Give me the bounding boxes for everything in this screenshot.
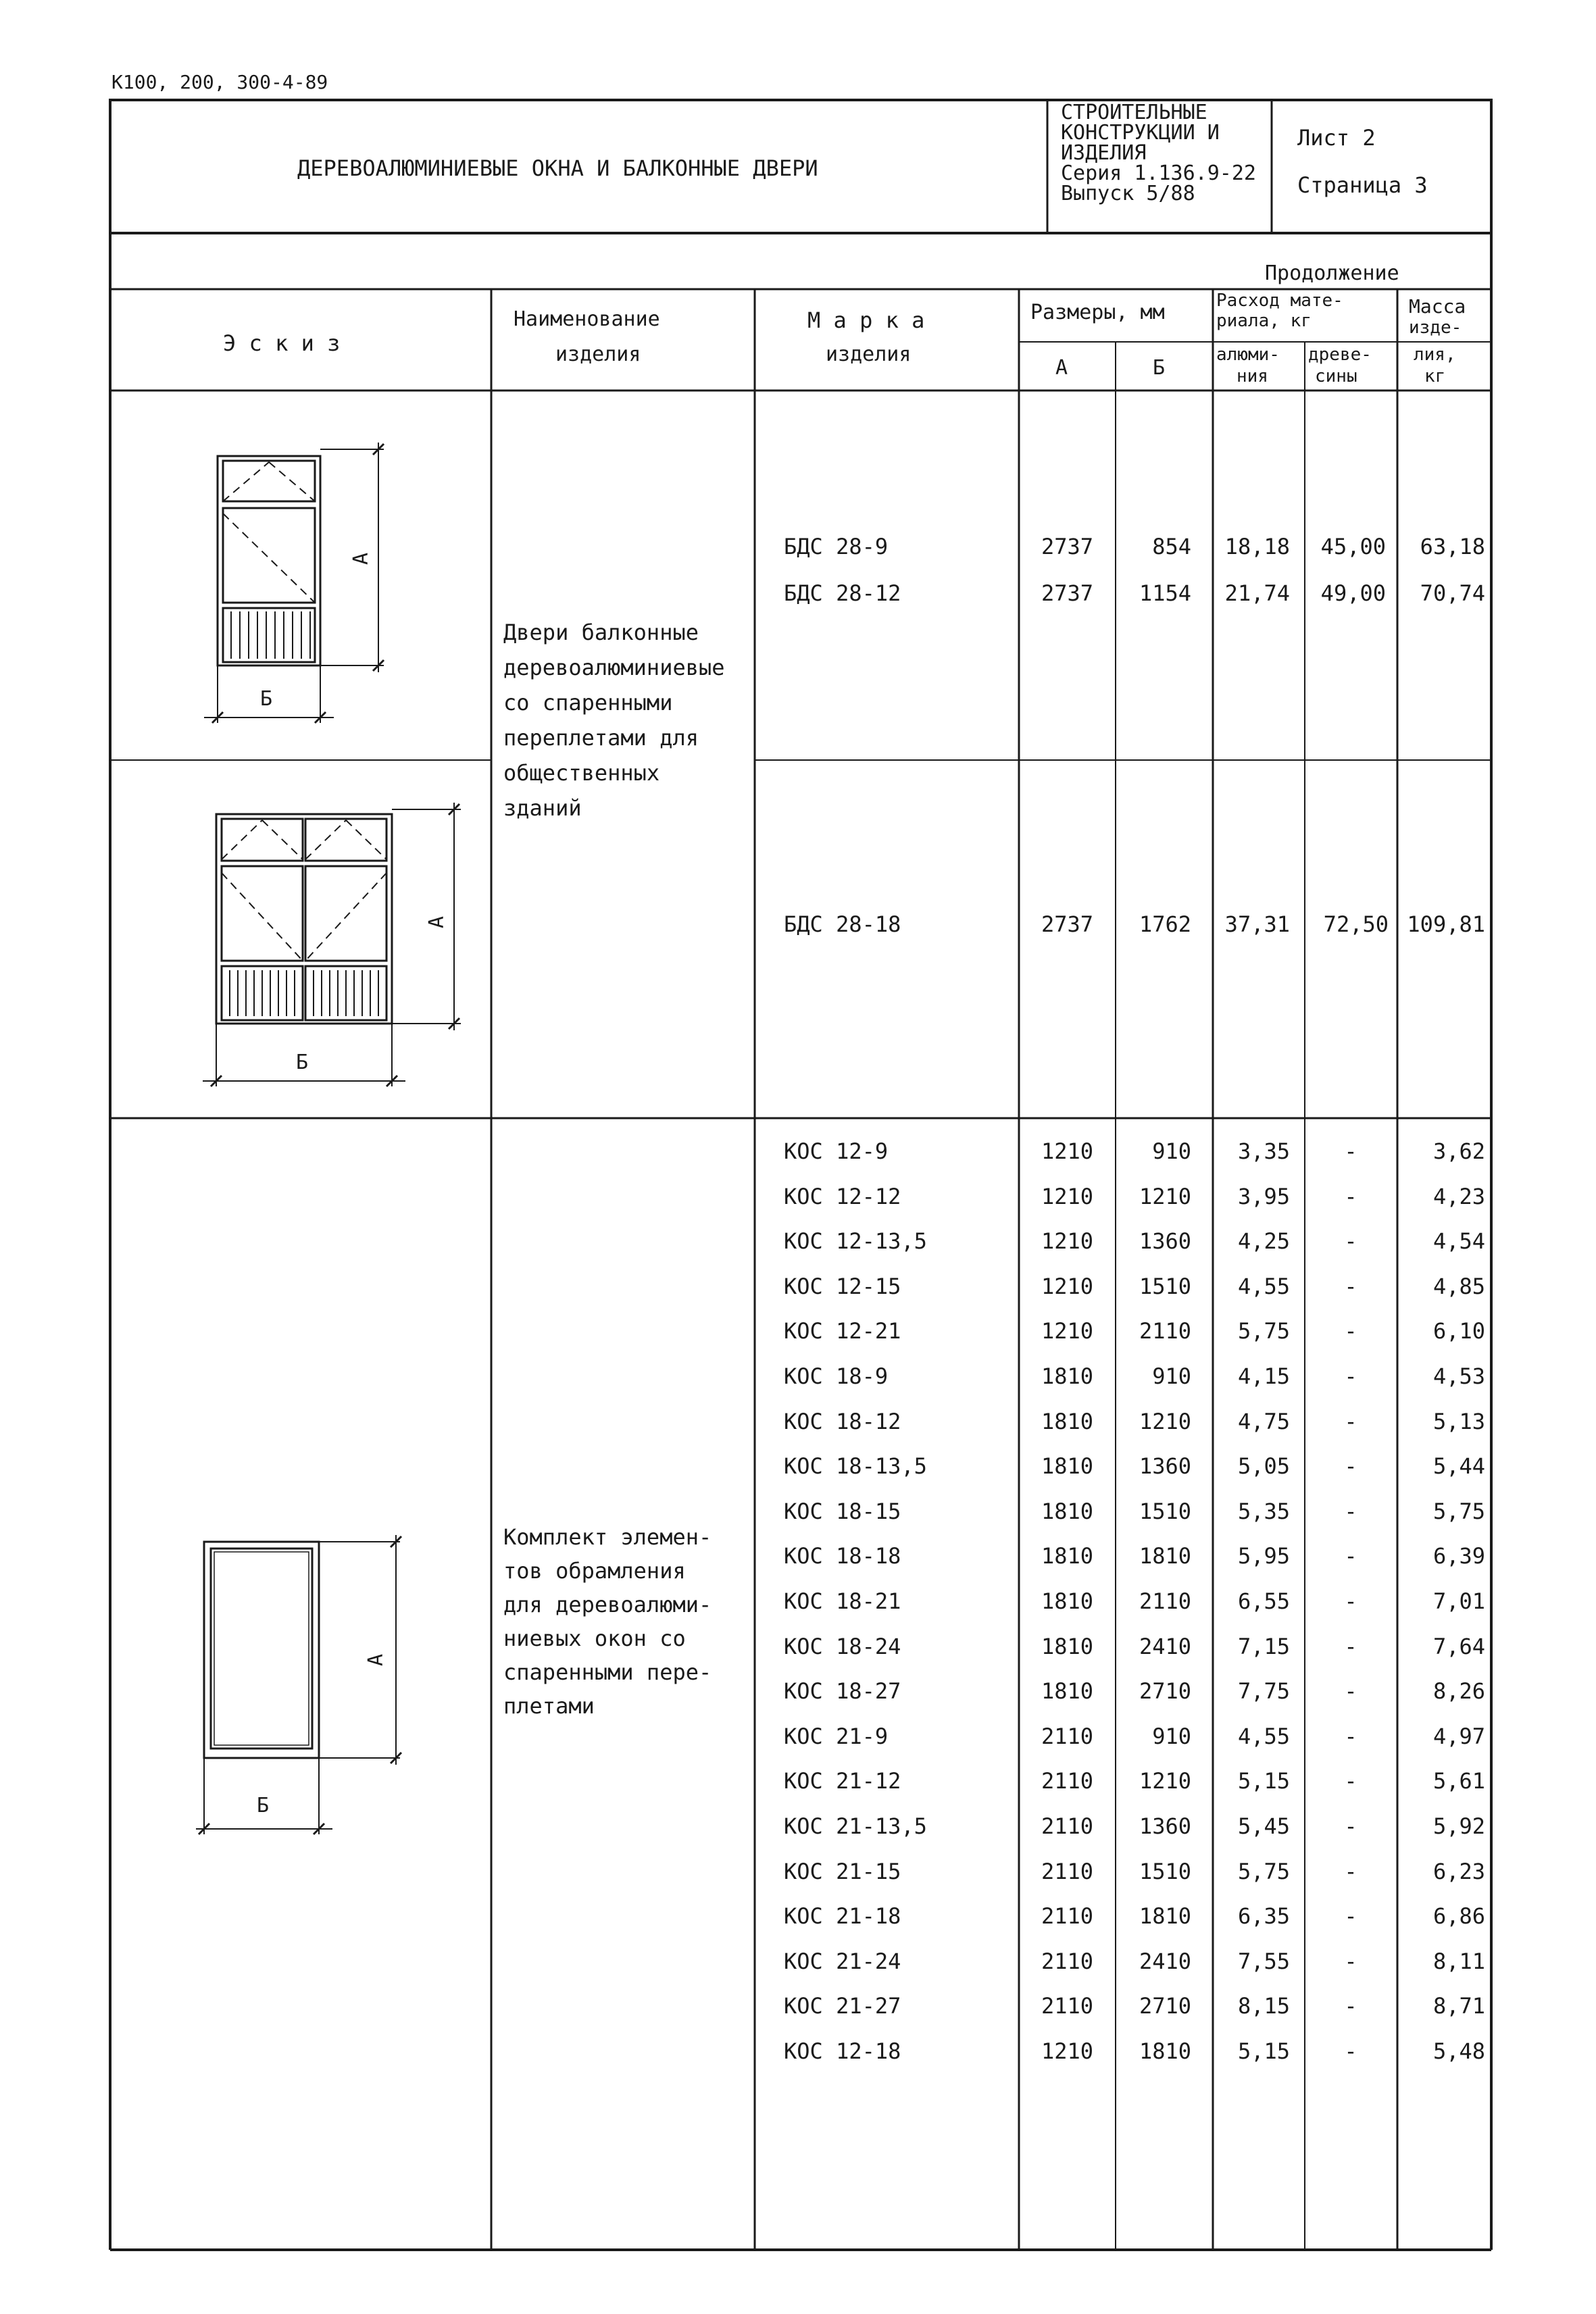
cell-b: 1510 [1139,1499,1191,1524]
table-row [0,1545,1596,1579]
table-row [0,1995,1596,2029]
cell-mark: КОС 21-12 [784,1768,901,1794]
cell-mass: 7,64 [1432,1634,1485,1659]
stamp-issue: Выпуск 5/88 [1061,182,1195,205]
cell-mark: КОС 21-27 [784,1993,901,2019]
cell-mark: КОС 12-12 [784,1184,901,1209]
cell-mark: КОС 18-27 [784,1678,901,1704]
cell-a: 1810 [1041,1543,1093,1569]
cell-al: 6,55 [1237,1588,1290,1614]
cell-wood: - [1344,1453,1357,1479]
cell-a: 2110 [1041,1768,1093,1794]
cell-a: 1210 [1041,1184,1093,1209]
cell-wood: - [1344,1903,1357,1929]
cell-b: 2110 [1139,1588,1191,1614]
table-row [0,1726,1596,1759]
cell-b: 1510 [1139,1274,1191,1299]
cell-b: 1360 [1139,1228,1191,1254]
cell-wood: - [1344,1184,1357,1209]
cell-wood: - [1344,1363,1357,1389]
sketch2-dim-b: Б [296,1051,309,1074]
sketch1-dim-a: А [349,552,374,565]
cell-mass: 5,75 [1432,1499,1485,1524]
header-name-1: Наименование [514,307,660,331]
header-mass-1: Масса [1409,295,1466,318]
table-row [0,1320,1596,1354]
cell-mass: 8,11 [1432,1948,1485,1974]
stamp-series: Серия 1.136.9-22 [1061,161,1256,185]
group1-name-line: переплетами для [503,725,699,751]
cell-b: 1210 [1139,1184,1191,1209]
cell-a: 1210 [1041,1138,1093,1164]
header-b: Б [1153,356,1166,380]
cell-b: 1810 [1139,2038,1191,2064]
cell-wood: - [1344,1274,1357,1299]
cell-a: 1210 [1041,1228,1093,1254]
cell-wood: - [1344,1543,1357,1569]
cell-mark: КОС 12-18 [784,2038,901,2064]
header-name-2: изделия [555,343,641,366]
cell-al: 4,75 [1237,1409,1290,1434]
page-title: ДЕРЕВОАЛЮМИНИЕВЫЕ ОКНА И БАЛКОННЫЕ ДВЕРИ [297,155,818,181]
cell-mass: 4,53 [1432,1363,1485,1389]
cell-wood: - [1344,1993,1357,2019]
cell-b: 1210 [1139,1409,1191,1434]
cell-mass: 6,39 [1432,1543,1485,1569]
cell-a: 2110 [1041,1724,1093,1749]
table-row [0,1230,1596,1264]
table-row [0,1365,1596,1399]
cell-wood: 72,50 [1323,911,1389,937]
header-alum-2: ния [1237,366,1268,386]
cell-wood: - [1344,1138,1357,1164]
cell-al: 5,75 [1237,1859,1290,1884]
cell-al: 4,25 [1237,1228,1290,1254]
cell-a: 1810 [1041,1409,1093,1434]
cell-al: 37,31 [1224,911,1290,937]
cell-wood: - [1344,1813,1357,1839]
cell-al: 5,15 [1237,2038,1290,2064]
cell-mass: 7,01 [1432,1588,1485,1614]
cell-a: 1210 [1041,1274,1093,1299]
table-row [0,582,1596,616]
cell-mass: 4,85 [1432,1274,1485,1299]
cell-a: 2110 [1041,1948,1093,1974]
cell-al: 7,15 [1237,1634,1290,1659]
header-alum-1: алюми- [1216,345,1280,365]
header-mark-2: изделия [826,343,912,366]
cell-mark: КОС 18-18 [784,1543,901,1569]
cell-wood: 49,00 [1320,580,1386,606]
cell-mass: 5,61 [1432,1768,1485,1794]
cell-b: 1210 [1139,1768,1191,1794]
cell-b: 854 [1152,534,1191,559]
header-consumption-2: риала, кг [1216,311,1312,331]
cell-a: 1810 [1041,1588,1093,1614]
cell-al: 7,75 [1237,1678,1290,1704]
sketch3-dim-b: Б [257,1794,270,1817]
cell-al: 6,35 [1237,1903,1290,1929]
cell-a: 2737 [1041,534,1093,559]
cell-mass: 5,92 [1432,1813,1485,1839]
group2-name-line: ниевых окон со [503,1626,686,1651]
cell-a: 1210 [1041,1318,1093,1344]
cell-al: 4,55 [1237,1274,1290,1299]
cell-wood: - [1344,1724,1357,1749]
stamp-line1: СТРОИТЕЛЬНЫЕ [1061,101,1207,124]
cell-b: 2110 [1139,1318,1191,1344]
cell-al: 18,18 [1224,534,1290,559]
cell-b: 1810 [1139,1903,1191,1929]
cell-al: 4,55 [1237,1724,1290,1749]
table-row [0,1636,1596,1669]
cell-b: 1762 [1139,911,1191,937]
cell-mark: КОС 21-18 [784,1903,901,1929]
cell-mass: 70,74 [1420,580,1485,606]
cell-wood: - [1344,1588,1357,1614]
cell-b: 2410 [1139,1948,1191,1974]
cell-mass: 5,13 [1432,1409,1485,1434]
group1-name-line: общественных [503,760,660,786]
table-row [0,1186,1596,1219]
cell-b: 1510 [1139,1859,1191,1884]
cell-mark: БДС 28-12 [784,580,901,606]
cell-b: 910 [1152,1363,1191,1389]
cell-mark: КОС 18-13,5 [784,1453,927,1479]
cell-mark: КОС 21-24 [784,1948,901,1974]
table-row [0,1501,1596,1534]
cell-wood: - [1344,2038,1357,2064]
group1-name [503,615,725,826]
page-number: Страница 3 [1297,172,1428,198]
table-row [0,1276,1596,1309]
cell-mark: КОС 18-24 [784,1634,901,1659]
cell-mark: БДС 28-9 [784,534,889,559]
cell-mark: БДС 28-18 [784,911,901,937]
cell-al: 5,15 [1237,1768,1290,1794]
cell-mass: 6,86 [1432,1903,1485,1929]
table-row [0,913,1596,947]
cell-mass: 8,71 [1432,1993,1485,2019]
table-row [0,1905,1596,1939]
cell-b: 1360 [1139,1453,1191,1479]
table-row [0,1815,1596,1849]
cell-mass: 4,97 [1432,1724,1485,1749]
sketch3-dim-a: А [364,1653,389,1667]
sketch2-dim-a: А [425,915,449,929]
cell-al: 8,15 [1237,1993,1290,2019]
cell-mass: 8,26 [1432,1678,1485,1704]
cell-b: 2410 [1139,1634,1191,1659]
group1-name-line: деревоалюминиевые [503,655,725,680]
cell-mark: КОС 18-21 [784,1588,901,1614]
cell-mark: КОС 12-21 [784,1318,901,1344]
cell-mark: КОС 21-15 [784,1859,901,1884]
cell-wood: 45,00 [1320,534,1386,559]
header-consumption-1: Расход мате- [1216,291,1343,311]
cell-a: 2737 [1041,580,1093,606]
group1-name-line: зданий [503,795,582,821]
cell-a: 1810 [1041,1453,1093,1479]
cell-mass: 5,48 [1432,2038,1485,2064]
cell-a: 2110 [1041,1993,1093,2019]
cell-al: 5,35 [1237,1499,1290,1524]
cell-al: 7,55 [1237,1948,1290,1974]
cell-b: 1810 [1139,1543,1191,1569]
header-mass-3: лия, [1414,345,1456,365]
cell-a: 1810 [1041,1678,1093,1704]
cell-mass: 109,81 [1407,911,1485,937]
doc-code: К100, 200, 300-4-89 [111,71,328,93]
cell-b: 2710 [1139,1993,1191,2019]
cell-a: 2110 [1041,1859,1093,1884]
cell-wood: - [1344,1948,1357,1974]
table-row [0,1680,1596,1714]
cell-wood: - [1344,1634,1357,1659]
cell-al: 3,95 [1237,1184,1290,1209]
header-mass-4: кг [1424,366,1446,386]
cell-mass: 63,18 [1420,534,1485,559]
cell-mark: КОС 18-15 [784,1499,901,1524]
cell-wood: - [1344,1318,1357,1344]
cell-mark: КОС 21-13,5 [784,1813,927,1839]
table-row [0,1411,1596,1444]
cell-wood: - [1344,1768,1357,1794]
cell-mark: КОС 12-9 [784,1138,889,1164]
cell-a: 1810 [1041,1499,1093,1524]
stamp-block [1061,103,1256,204]
cell-b: 910 [1152,1138,1191,1164]
cell-b: 1154 [1139,580,1191,606]
cell-mass: 4,54 [1432,1228,1485,1254]
table-row [0,1140,1596,1174]
group2-name-line: Комплект элемен- [503,1524,712,1550]
table-row [0,1455,1596,1489]
header-mass-2: изде- [1409,318,1462,338]
group2-name-line: для деревоалюми- [503,1592,712,1617]
table-row [0,1861,1596,1894]
cell-a: 2110 [1041,1813,1093,1839]
cell-al: 5,75 [1237,1318,1290,1344]
continuation-label: Продолжение [1265,261,1399,285]
cell-mark: КОС 18-9 [784,1363,889,1389]
cell-mark: КОС 12-15 [784,1274,901,1299]
cell-al: 5,45 [1237,1813,1290,1839]
stamp-line3: ИЗДЕЛИЯ [1061,141,1147,165]
sheet-number: Лист 2 [1297,125,1376,151]
table-row [0,1590,1596,1624]
cell-b: 2710 [1139,1678,1191,1704]
cell-b: 1360 [1139,1813,1191,1839]
cell-mass: 4,23 [1432,1184,1485,1209]
cell-a: 1810 [1041,1363,1093,1389]
group2-name-line: тов обрамления [503,1558,686,1584]
cell-mark: КОС 12-13,5 [784,1228,927,1254]
header-mark-1: М а р к а [807,307,925,333]
header-sketch: Э с к и з [223,330,341,356]
cell-al: 5,95 [1237,1543,1290,1569]
cell-al: 5,05 [1237,1453,1290,1479]
cell-a: 1210 [1041,2038,1093,2064]
group1-name-line: со спаренными [503,690,673,715]
cell-al: 4,15 [1237,1363,1290,1389]
header-sizes: Размеры, мм [1030,301,1165,324]
group2-name-line: плетами [503,1693,595,1719]
cell-wood: - [1344,1228,1357,1254]
table-row [0,1948,1596,1984]
cell-mass: 6,23 [1432,1859,1485,1884]
cell-a: 2110 [1041,1903,1093,1929]
cell-wood: - [1344,1859,1357,1884]
cell-mark: КОС 18-12 [784,1409,901,1434]
cell-mark: КОС 21-9 [784,1724,889,1749]
group2-name-line: спаренными пере- [503,1659,712,1685]
cell-mass: 3,62 [1432,1138,1485,1164]
cell-wood: - [1344,1499,1357,1524]
stamp-line2: КОНСТРУКЦИИ И [1061,121,1220,145]
cell-al: 21,74 [1224,580,1290,606]
group1-name-line: Двери балконные [503,620,699,645]
header-a: А [1055,356,1068,380]
cell-al: 3,35 [1237,1138,1290,1164]
header-wood-2: сины [1315,366,1357,386]
cell-a: 1810 [1041,1634,1093,1659]
table-row [0,1770,1596,1804]
sketch1-dim-b: Б [260,687,273,711]
cell-wood: - [1344,1678,1357,1704]
cell-mass: 6,10 [1432,1318,1485,1344]
table-row [0,2040,1596,2074]
cell-a: 2737 [1041,911,1093,937]
table-row [0,536,1596,570]
cell-mass: 5,44 [1432,1453,1485,1479]
cell-wood: - [1344,1409,1357,1434]
cell-b: 910 [1152,1724,1191,1749]
header-wood-1: древе- [1308,345,1372,365]
